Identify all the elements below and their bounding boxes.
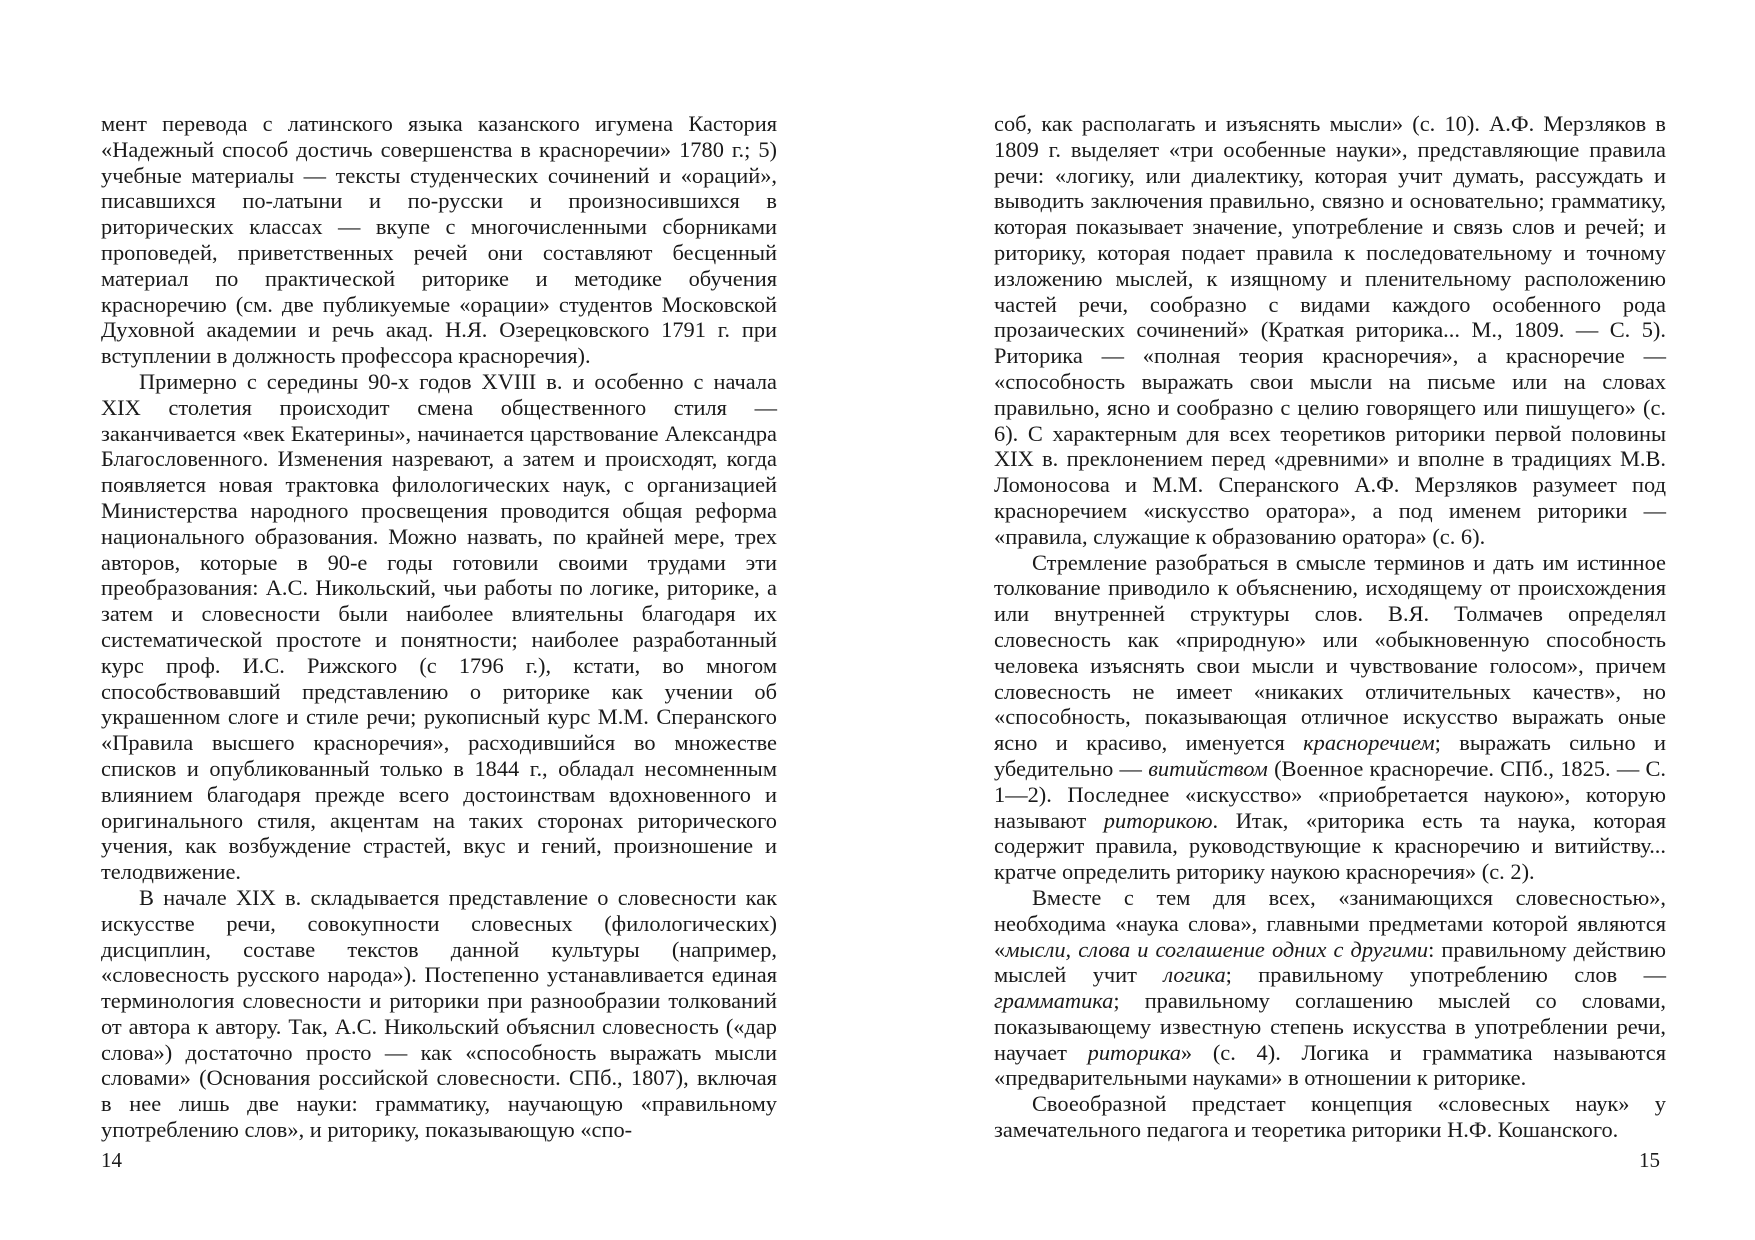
right-page <box>877 0 1755 1240</box>
text-run: ; правильному соглашению мыслей со словами, показывающему известную степень искусства в употреблении речи, научает <box>994 988 1666 1065</box>
paragraph: соб, как располагать и изъяснять мысли» (с. 10). А.Ф. Мерзляков в 1809 г. выделяет «три особенные науки», представляющие правила речи: «логику, или диалектику, которая учит думать, рассуждать и выводить заключения правильно, связно и основательно; грамматику, которая показывает значение, употребление и связь слов и речей; и риторику, которая подает правила к последовательному и точному изложению мыслей, к изящному и пленительному расположению частей речи, сообразно с видами каждого особенного рода прозаических сочинений» (Краткая риторика... М., 1809. — С. 5). Риторика — «полная теория красноречия», а красноречие — «способность выражать свои мысли на письме или на словах правильно, ясно и сообразно с целию говорящего или пишущего» (с. 6). С характерным для всех теоретиков риторики первой половины XIX в. преклонением перед «древними» и вполне в традициях М.В. Ломоносова и М.М. Сперанского А.Ф. Мерзляков разумеет под красноречием «искусство оратора», а под именем риторики — «правила, служащие к образованию оратора» (с. 6). <box>994 111 1666 549</box>
emphasis: красноречием <box>1303 730 1435 756</box>
emphasis: риторика <box>1087 1039 1181 1065</box>
paragraph <box>994 885 1666 1091</box>
emphasis: грамматика <box>994 988 1114 1014</box>
text-run: ; правильному употреблению слов — <box>1225 962 1666 988</box>
emphasis: мысли, слова и соглашение одних с другими <box>1005 936 1429 962</box>
emphasis: витийством <box>1148 755 1268 781</box>
paragraph: В начале XIX в. складывается представление о словесности как искусстве речи, совокупности словесных (филологических) дисциплин, составе текстов данной культуры (например, «словесность русского народа»). Постепенно устанавливается единая терминология словесности и риторики при разнообразии толкований от автора к автору. Так, А.С. Никольский объяснил словесность («дар слова») достаточно просто — как «способность выражать мысли словами» (Основания российской словесности. СПб., 1807), включая в нее лишь две науки: грамматику, научающую «правильному употреблению слов», и риторику, показывающую «спо- <box>101 884 777 1143</box>
text-run: ; выражать сильно и убедительно — <box>994 730 1666 781</box>
emphasis: логика <box>1163 962 1226 988</box>
text-run: » (с. 4). Логика и грамматика называются «предварительными науками» в отношении к риторике. <box>994 1039 1667 1091</box>
paragraph: Примерно с середины 90-х годов XVIII в. и особенно с начала XIX столетия происходит смена общественного стиля — заканчивается «век Екатерины», начинается царствование Александра Благословенного. Изменения назревают, а затем и происходят, когда появляется новая трактовка филологических наук, с организацией Министерства народного просвещения проводится общая реформа национального образования. Можно назвать, по крайней мере, трех авторов, которые в 90-е годы готовили своими трудами эти преобразования: А.С. Никольский, чьи работы по логике, риторике, а затем и словесности были наиболее влиятельны благодаря их систематической простоте и понятности; наиболее разработанный курс проф. И.С. Рижского (с 1796 г.), кстати, во многом способствовавший представлению о риторике как учении об украшенном слоге и стиле речи; рукописный курс М.М. Сперанского «Правила высшего красноречия», расходившийся во множестве списков и опубликованный только в 1844 г., обладал несомненным влиянием благодаря прежде всего достоинствам вдохновенного и оригинального стиля, акцентам на таких сторонах риторического учения, как возбуждение страстей, вкус и гений, произношение и телодвижение. <box>101 368 777 885</box>
text-run: . Итак, «риторика есть та наука, которая содержит правила, руководствующие к красноречию и витийству... кратче определить риторику наукою красноречия» (с. 2). <box>994 807 1667 885</box>
left-page <box>0 0 877 1240</box>
text-run: Вместе с тем для всех, «занимающихся словесностью», необходима «наука слова», главными предметами которой являются « <box>994 884 1666 962</box>
text-run: Стремление разобраться в смысле терминов и дать им истинное толкование приводило к объяснению, исходящему от происхождения или внутренней структуры слов. В.Я. Толмачев определял словесность как «природную» или «обыкновенную способность человека изъяснять свои мысли и чувствование голосом», причем словесность не имеет «никаких отличительных качеств», но «способность, показывающая отличное искусство выражать оные ясно и красиво, именуется <box>994 549 1666 756</box>
paragraph: мент перевода с латинского языка казанского игумена Кастория «Надежный способ достичь совершенства в красноречии» 1780 г.; 5) учебные материалы — тексты студенческих сочинений и «ораций», писавшихся по-латыни и по-русски и произносившихся в риторических классах — вкупе с многочисленными сборниками проповедей, приветственных речей они составляют бесценный материал по практической риторике и методике обучения красноречию (см. две публикуемые «орации» студентов Московской Духовной академии и речь акад. Н.Я. Озерецковского 1791 г. при вступлении в должность профессора красноречия). <box>101 111 777 369</box>
paragraph: Своеобразной предстает концепция «словесных наук» у замечательного педагога и теоретика риторики Н.Ф. Кошанского. <box>994 1091 1666 1143</box>
left-page-text <box>101 111 777 1143</box>
page-number: 15 <box>1639 1148 1660 1172</box>
text-run: (Военное красноречие. СПб., 1825. — С. 1—2). Последнее «искусство» «приобретается наукою», которую называют <box>994 755 1666 833</box>
paragraph <box>994 550 1666 885</box>
text-run: : правильному действию мыслей учит <box>994 936 1666 988</box>
right-page-text <box>994 111 1666 1143</box>
page-number: 14 <box>101 1148 122 1172</box>
emphasis: риторикою <box>1103 807 1213 833</box>
